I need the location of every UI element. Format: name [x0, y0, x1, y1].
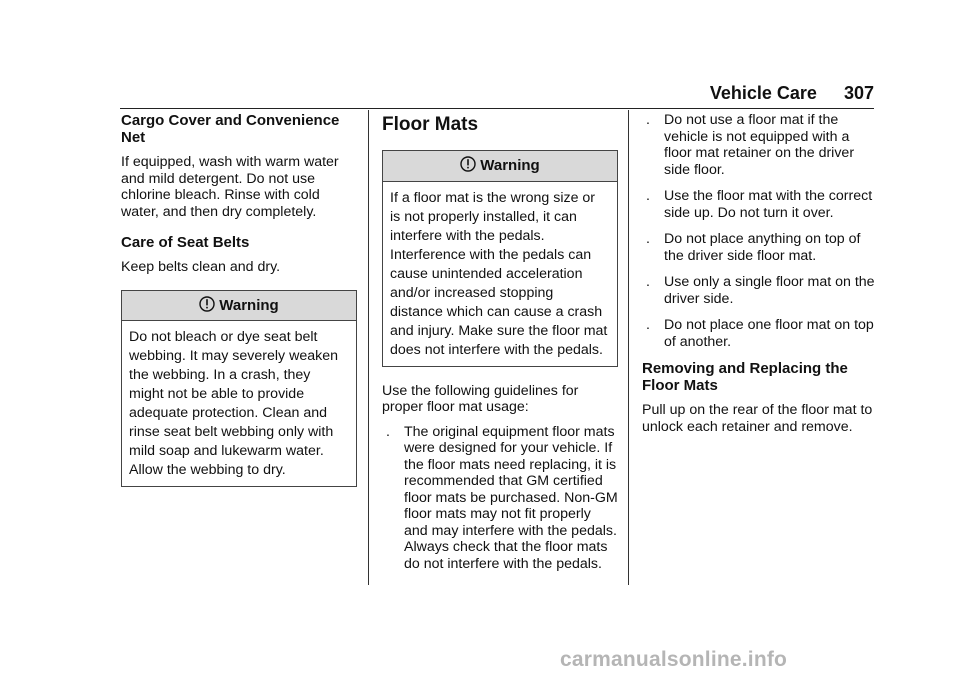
cargo-cover-heading: Cargo Cover and Convenience Net — [121, 112, 340, 146]
guidelines-list — [382, 424, 618, 573]
list-item: . Do not place one floor mat on top of another. — [646, 317, 874, 350]
warning-text: If a floor mat is the wrong size or is not properly installed, it can interfere with the pedals. Interference with the pedals can cause unintended acceleration and/or increased stopping distance which can cause a crash and injury. Make sure the floor mat does not interfere with the pedals. — [390, 189, 608, 358]
guidelines-list-continued — [642, 112, 878, 350]
seat-belts-heading: Care of Seat Belts — [121, 234, 250, 251]
warning-label: Warning — [219, 296, 279, 314]
bullet: . — [646, 317, 650, 333]
page-header — [710, 83, 874, 104]
list-item: . Do not place anything on top of the driver side floor mat. — [646, 231, 861, 264]
list-item: . The original equipment floor mats were designed for your vehicle. If the floor mats need replacing, it is recommended that GM certified floor mats be purchased. Non-GM floor mats may not fit properly and may interfere with the pedals. Always check that the floor mats do not interfere with the pedals. — [386, 423, 618, 572]
removing-replacing-text: Pull up on the rear of the floor mat to unlock each retainer and remove. — [642, 402, 873, 435]
warning-label: Warning — [480, 157, 540, 174]
watermark: carmanualsonline.info — [560, 648, 788, 671]
warning-header — [122, 291, 356, 322]
warning-header — [383, 151, 617, 182]
bullet: . — [646, 274, 650, 290]
seat-belt-warning-box — [121, 290, 357, 488]
removing-replacing-heading: Removing and Replacing the Floor Mats — [642, 360, 848, 394]
bullet: . — [646, 231, 650, 247]
guidelines-intro: Use the following guidelines for proper floor mat usage: — [382, 382, 579, 415]
bullet: . — [386, 423, 390, 440]
page-number: 307 — [843, 83, 874, 103]
list-item: . Use only a single floor mat on the driver side. — [646, 274, 875, 307]
list-item: . Use the floor mat with the correct side up. Do not turn it over. — [646, 188, 873, 221]
warning-text: Do not bleach or dye seat belt webbing. It may severely weaken the webbing. In a crash, they might not be able to provide adequate protection. Clean and rinse seat belt webbing only with mild soap and lukewarm water. Allow the webbing to dry. — [129, 329, 338, 478]
list-item: . Do not use a floor mat if the vehicle is not equipped with a floor mat retainer on the driver side floor. — [646, 112, 855, 178]
column-divider-2 — [628, 110, 629, 585]
bullet: . — [646, 188, 650, 204]
section-title: Vehicle Care — [709, 83, 817, 103]
floor-mat-warning-box — [382, 150, 618, 367]
header-rule — [120, 108, 874, 109]
seat-belts-text: Keep belts clean and dry. — [121, 259, 281, 275]
column-divider-1 — [368, 110, 369, 585]
floor-mats-heading: Floor Mats — [382, 114, 479, 135]
warning-icon — [199, 296, 215, 317]
bullet: . — [646, 112, 650, 128]
column-1 — [121, 110, 357, 503]
column-3 — [642, 110, 878, 443]
column-2 — [382, 110, 618, 580]
cargo-cover-text: If equipped, wash with warm water and mild detergent. Do not use chlorine bleach. Rinse with cold water, and then dry completely. — [121, 154, 339, 220]
warning-icon — [460, 156, 476, 177]
